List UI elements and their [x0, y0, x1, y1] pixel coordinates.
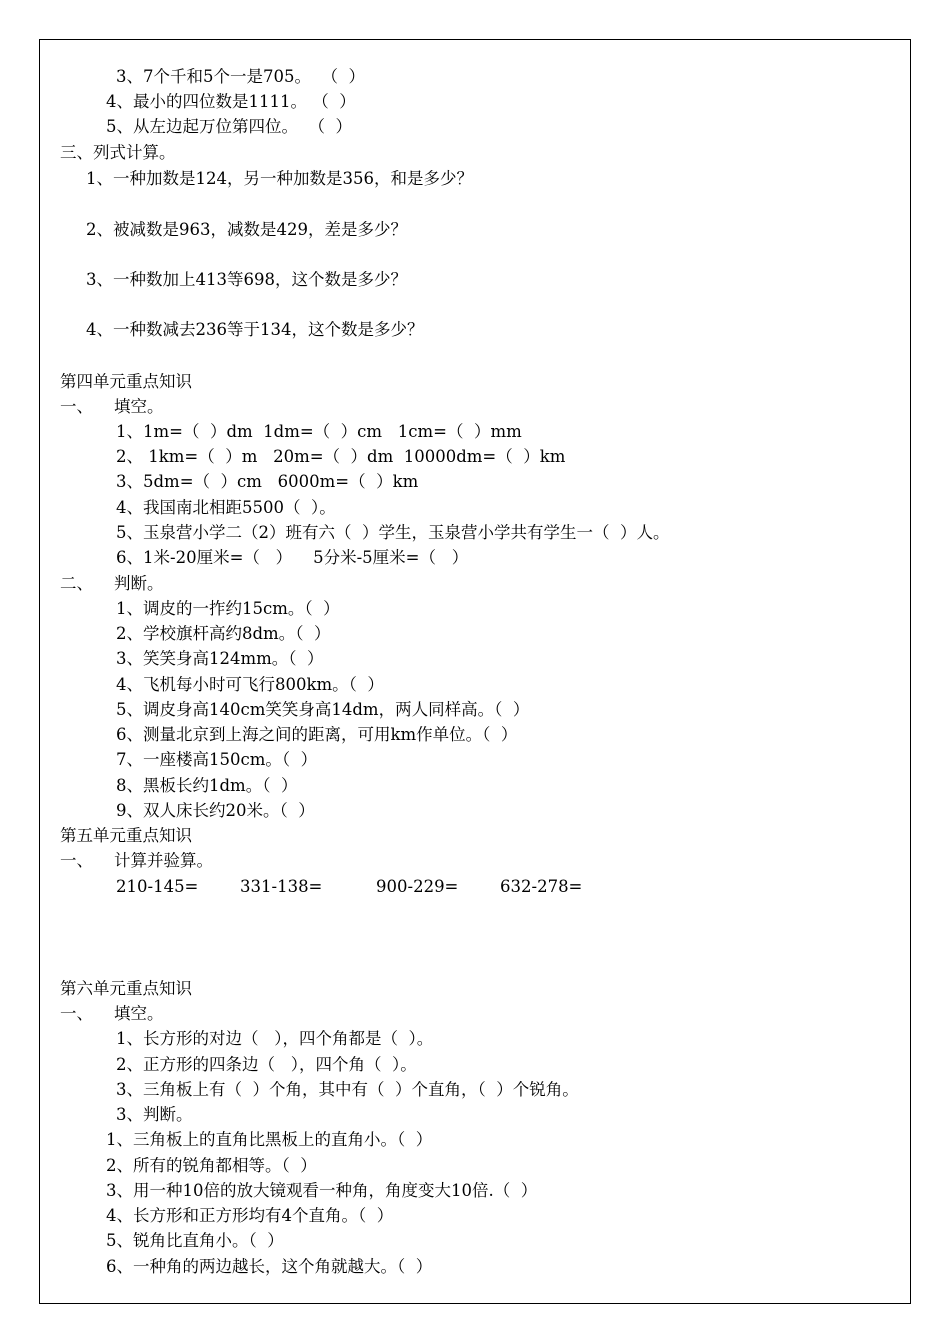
section-heading: 3、判断。	[116, 1105, 193, 1124]
fill-item: 3、三角板上有（ ）个角，其中有（ ）个直角，（ ）个锐角。	[116, 1080, 579, 1099]
fill-item: 3、5dm=（ ）cm 6000m=（ ）km	[116, 472, 419, 491]
judge-item: 1、调皮的一拃约15cm。（ ）	[116, 599, 340, 618]
judge-item: 3、用一种10倍的放大镜观看一种角，角度变大10倍.（ ）	[106, 1181, 538, 1200]
fill-item: 5、玉泉营小学二（2）班有六（ ）学生，玉泉营小学共有学生一（ ）人。	[116, 523, 670, 542]
judge-item: 6、测量北京到上海之间的距离，可用km作单位。（ ）	[116, 725, 518, 744]
judge-item: 4、长方形和正方形均有4个直角。（ ）	[106, 1206, 394, 1225]
fill-item: 2、 1km=（ ）m 20m=（ ）dm 10000dm=（ ）km	[116, 447, 566, 466]
judge-item: 1、三角板上的直角比黑板上的直角小。（ ）	[106, 1130, 433, 1149]
calc-item: 2、被减数是963，减数是429，差是多少？	[86, 220, 407, 239]
fill-item: 2、正方形的四条边（ ），四个角（ ）。	[116, 1055, 417, 1074]
judge-item: 5、从左边起万位第四位。 （ ）	[106, 117, 352, 136]
calc-item: 3、一种数加上413等698，这个数是多少？	[86, 270, 407, 289]
judge-item: 5、调皮身高140cm笑笑身高14dm，两人同样高。（ ）	[116, 700, 530, 719]
unit-title: 第四单元重点知识	[60, 372, 192, 391]
calc-expression: 210-145=	[116, 877, 199, 896]
section-heading: 三、列式计算。	[60, 143, 176, 162]
fill-item: 6、1米-20厘米=（ ） 5分米-5厘米=（ ）	[116, 548, 469, 567]
judge-item: 6、一种角的两边越长，这个角就越大。（ ）	[106, 1257, 433, 1276]
section-heading: 一、 填空。	[60, 1004, 164, 1023]
judge-item: 4、最小的四位数是1111。 （ ）	[106, 92, 356, 111]
judge-item: 2、所有的锐角都相等。（ ）	[106, 1156, 317, 1175]
section-heading: 二、 判断。	[60, 574, 164, 593]
judge-item: 3、7个千和5个一是705。 （ ）	[116, 67, 365, 86]
calc-expression: 632-278=	[500, 877, 583, 896]
section-heading: 一、 计算并验算。	[60, 851, 213, 870]
judge-item: 2、学校旗杆高约8dm。（ ）	[116, 624, 331, 643]
section-heading: 一、 填空。	[60, 397, 164, 416]
judge-item: 9、双人床长约20米。（ ）	[116, 801, 315, 820]
calc-expression: 900-229=	[376, 877, 459, 896]
judge-item: 5、锐角比直角小。（ ）	[106, 1231, 284, 1250]
calc-expression: 331-138=	[240, 877, 323, 896]
fill-item: 1、1m=（ ）dm 1dm=（ ）cm 1cm=（ ）mm	[116, 422, 522, 441]
fill-item: 1、长方形的对边（ ），四个角都是（ ）。	[116, 1029, 434, 1048]
unit-title: 第五单元重点知识	[60, 826, 192, 845]
calc-item: 4、一种数减去236等于134，这个数是多少？	[86, 320, 424, 339]
unit-title: 第六单元重点知识	[60, 979, 192, 998]
calc-item: 1、一种加数是124，另一种加数是356，和是多少？	[86, 169, 473, 188]
judge-item: 3、笑笑身高124mm。（ ）	[116, 649, 324, 668]
fill-item: 4、我国南北相距5500（ ）。	[116, 498, 336, 517]
judge-item: 8、黑板长约1dm。（ ）	[116, 776, 298, 795]
judge-item: 4、飞机每小时可飞行800km。（ ）	[116, 675, 384, 694]
judge-item: 7、一座楼高150cm。（ ）	[116, 750, 318, 769]
